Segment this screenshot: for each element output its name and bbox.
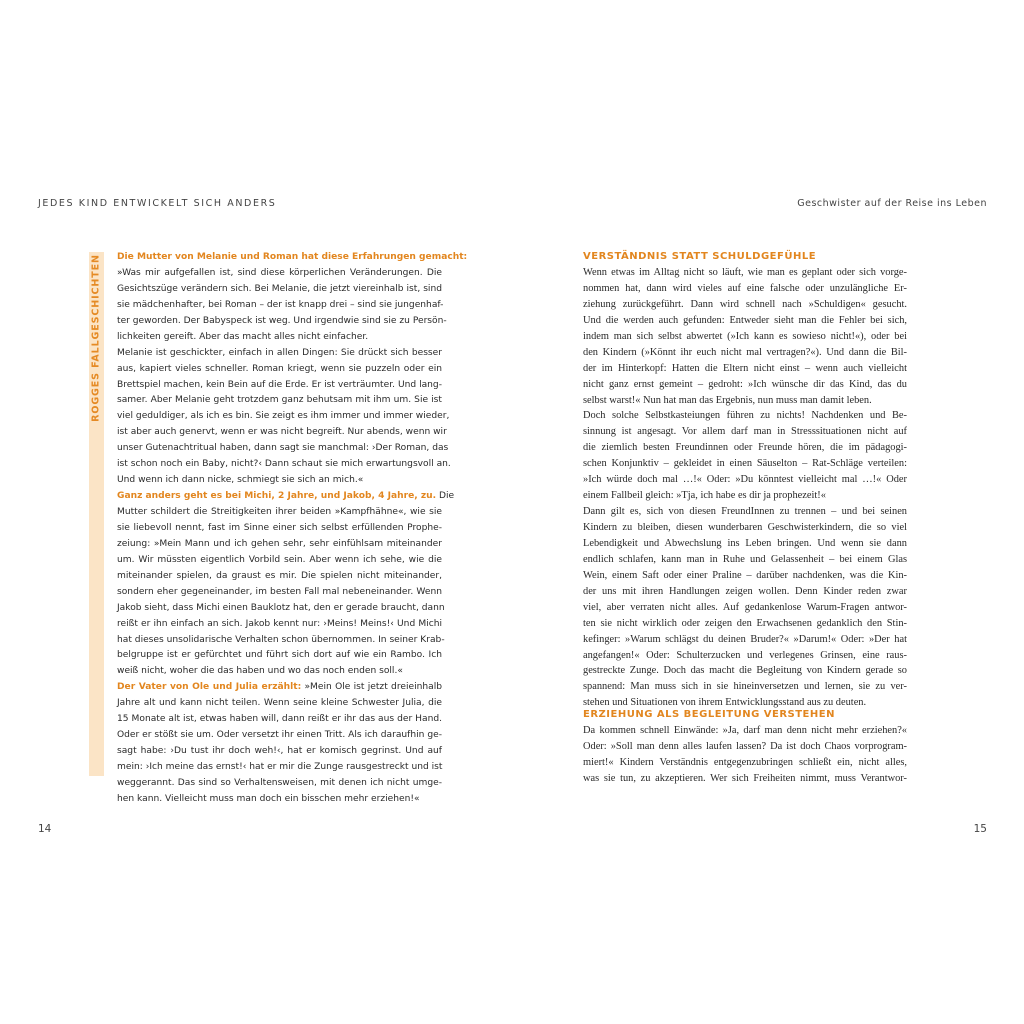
text-line [117,601,445,617]
line-text: viel geduldiger, als ich es bin. Sie zeigt es ihm immer und immer wieder, [117,411,450,422]
text-line [117,473,442,489]
text-line [583,393,907,409]
line-text: Jakob sieht, dass Michi einen Bauklotz hat, den er gerade braucht, dann [117,602,445,613]
case-lead-in: Ganz anders geht es bei Michi, 2 Jahre, und Jakob, 4 Jahre, zu. [117,491,437,502]
section-heading: ERZIEHUNG ALS BEGLEITUNG VERSTEHEN [583,709,835,720]
running-head-right: Geschwister auf der Reise ins Leben [797,198,987,209]
section-heading: VERSTÄNDNIS STATT SCHULDGEFÜHLE [583,251,817,262]
line-text: hat dieses unsolidarische Verhalten schon übernommen. In seiner Krab- [117,634,445,645]
line-text: belgruppe ist er gefürchtet und führt sich dort auf wie ein Rambo. Ich [117,650,442,661]
line-text: stehen und Situationen von ihrem Entwicklungsstand aus zu deuten. [583,697,867,709]
text-line [583,361,907,377]
side-tab-label: ROGGES FALLGESCHICHTEN [90,254,102,422]
text-line [583,632,907,648]
line-text: Dann gilt es, sich von diesen FreundInnen zu trennen – und bei seinen [583,506,907,518]
line-text: Melanie ist geschickter, einfach in allen Dingen: Sie drückt sich besser [117,347,442,358]
line-text: Oder: »Soll man denn alles laufen lassen? Da ist doch Chaos vorprogram- [583,740,907,752]
line-text: viel, aber verraten nicht alles. Auf gedankenlose Warum-Fragen antwor- [583,601,907,613]
line-text: miert!« Kindern Verständnis entgegenzubringen schließt ein, nicht alles, [583,756,907,768]
text-line [583,297,907,313]
text-line [583,648,907,664]
text-line [583,584,907,600]
text-line [583,377,907,393]
text-line [583,504,907,520]
text-line [583,739,907,755]
line-text: angefangen!« Oder: Schulterzucken und verlegenes Grinsen, eine raus- [583,649,907,661]
line-text: weggerannt. Das sind so Verhaltensweisen, mit denen ich nicht umge- [117,777,442,788]
text-line [117,505,442,521]
text-line [117,664,442,680]
line-text: aus, kapiert vieles schneller. Roman kriegt, wenn sie puzzeln oder ein [117,363,442,374]
line-text: 15 Monate alt ist, etwas haben will, dann reißt er ihr das aus der Hand. [117,714,442,725]
line-text: unser Gutenachtritual haben, dann sagt sie manchmal: ›Der Roman, das [117,443,449,454]
line-text: der im Hinterkopf: Hatten die Eltern nicht einst – wenn auch vielleicht [583,362,907,374]
text-line [583,424,907,440]
text-line [117,409,450,425]
section-body [583,723,907,787]
line-text: Und die werden auch gefunden: Entweder sieht man die Fehler bei sich, [583,314,907,326]
line-text: Doch solche Selbstkasteiungen führen zu nichts! Nachdenken und Be- [583,410,907,422]
line-text: Die [436,491,455,502]
text-line [117,346,442,362]
line-text: samer. Aber Melanie geht trotzdem ganz behutsam mit ihm um. Sie ist [117,395,442,406]
text-line [117,250,468,266]
text-line [117,282,442,298]
text-line [117,457,451,473]
text-line [583,536,907,552]
line-text: nicht ganz ernst gemeint – gedroht: »Ich wünsche dir das Kind, das du [583,378,907,390]
text-line [583,679,907,695]
text-line [583,568,907,584]
line-text: die ziemlich besten Freundinnen oder Freunde hören, die im pädagogi- [583,442,907,454]
line-text: Oder er stößt sie um. Oder versetzt ihr einen Tritt. Als ich daraufhin ge- [117,730,442,741]
line-text: ist schon noch ein Baby, nicht?‹ Dann schaut sie mich erwartungsvoll an. [117,459,451,470]
case-lead-in: Der Vater von Ole und Julia erzählt: [117,682,302,693]
line-text: der uns mit ihren Handlungen zeigen wollen. Denn Kinder reden zwar [583,585,907,597]
text-line [117,776,442,792]
text-line [117,633,445,649]
text-line [583,345,907,361]
line-text: sagt habe: ›Du tust ihr doch weh!‹, hat er komisch gegrinst. Und auf [117,746,442,757]
line-text: sie liebevoll nennt, fast im Sinne einer sich selbst erfüllenden Prophe- [117,522,442,533]
right-section-2 [583,708,907,787]
line-text: lichkeiten gereift. Aber das macht alles nicht einfacher. [117,331,369,342]
text-line [117,569,442,585]
line-text: spannend: Man muss sich in sie hineinversetzen und lernen, sie zu ver- [583,681,907,693]
line-text: Gesichtszüge verändern sich. Bei Melanie, die jetzt viereinhalb ist, sind [117,283,442,294]
line-text: miteinander spielen, da graust es mir. Die spielen nicht miteinander, [117,570,442,581]
text-line [583,520,907,536]
line-text: sondern eher gegeneinander, im besten Fall mal nebeneinander. Wenn [117,586,442,597]
text-line [583,723,907,739]
text-line [117,441,449,457]
text-line [583,600,907,616]
text-line [117,266,442,282]
line-text: ten sie nicht wirklich oder zeigen den Erwachsenen gedanklich den Stin- [583,617,907,629]
text-line [117,362,442,378]
text-line [583,329,907,345]
line-text: weiß nicht, woher die das haben und wo das noch enden soll.« [117,666,403,677]
line-text: nommen hat, dann wird vieles auf eine falsche oder unzulängliche Er- [583,282,907,294]
line-text: Brettspiel machen, kein Bein auf die Erde. Er ist verträumter. Und lang- [117,379,442,390]
text-line [583,755,907,771]
text-line [117,298,442,314]
text-line [117,680,442,696]
text-line [583,616,907,632]
line-text: ziehung zurückgeführt. Dann wird schnell nach »Schuldigen« gesucht. [583,298,907,310]
line-text: hen kann. Vielleicht muss man doch ein bisschen mehr erziehen!« [117,793,420,804]
text-line [117,553,442,569]
text-line [583,408,907,424]
line-text: Lebendigkeit und Abwechslung ins Leben bringen. Und wenn sie dann [583,537,907,549]
text-line [117,792,442,808]
line-text: reißt er ihn einfach an sich. Jakob kennt nur: ›Meins! Meins!‹ Und Michi [117,618,442,629]
text-line [583,440,907,456]
text-line [117,489,455,505]
line-text: um. Wir müssten eigentlich Vorbild sein. Aber wenn ich sehe, wie die [117,554,442,565]
text-line [583,663,907,679]
line-text: Da kommen schnell Einwände: »Ja, darf man denn nicht mehr erziehen?« [583,725,907,736]
text-line [117,314,447,330]
text-line [117,330,442,346]
line-text: Wein, einem Saft oder einer Praline – darüber nachdenken, was die Kin- [583,569,907,581]
line-text: Kindern zu bleiben, diesen wunderbaren Geschwisterkindern, die so viel [583,522,907,533]
text-line [117,393,442,409]
line-text: Wenn etwas im Alltag nicht so läuft, wie man es geplant oder sich vorge- [583,267,907,278]
line-text: Jahre alt und kann nicht teilen. Wenn seine kleine Schwester Julia, die [117,698,442,709]
text-line [583,771,907,787]
line-text: endlich schlafen, kann man in Ruhe und Gelassenheit – bei einem Glas [583,553,907,565]
line-text: selbst warst!« Nun hat man das Ergebnis, nun muss man damit leben. [583,394,872,406]
text-line [117,760,442,776]
text-line [117,744,442,760]
line-text: »Was mir aufgefallen ist, sind diese körperlichen Veränderungen. Die [117,267,442,278]
text-line [583,281,907,297]
line-text: Mutter schildert die Streitigkeiten ihrer beiden »Kampfhähne«, wie sie [117,507,442,517]
text-line [117,521,442,537]
text-line [583,313,907,329]
line-text: den Kindern (»Könnt ihr euch nicht mal vertragen?«). Und dann die Bil- [583,346,907,358]
case-lead-in: Die Mutter von Melanie und Roman hat diese Erfahrungen gemacht: [117,252,468,262]
page-number-left: 14 [38,823,52,835]
text-line [117,378,442,394]
text-line [583,472,907,488]
line-text: Und wenn ich dann nicke, schmiegt sie sich an mich.« [117,475,364,486]
left-page-text [117,250,468,808]
page-number-right: 15 [973,823,987,835]
line-text: »Ich würde doch mal …!« Oder: »Du könntest vielleicht mal …!« Oder [583,474,907,486]
line-text: »Mein Ole ist jetzt dreieinhalb [301,682,442,693]
text-line [117,728,442,744]
text-line [583,488,907,504]
line-text: sie mädchenhafter, bei Roman – der ist knapp drei – sind sie jungenhaf- [117,299,444,310]
text-line [117,537,442,553]
line-text: schen Konjunktiv – gekleidet in einen Säuselton – Rat-Schläge verteilen: [583,458,907,470]
text-line [583,265,907,281]
text-line [117,425,447,441]
line-text: mein: ›Ich meine das ernst!‹ hat er mir die Zunge rausgestreckt und ist [117,762,443,772]
line-text: was sie tun, zu akzeptieren. Wer sich Freiheiten nimmt, muss Verantwor- [583,772,907,784]
text-line [117,712,442,728]
line-text: zeiung: »Mein Mann und ich gehen sehr, sehr einfühlsam miteinander [117,538,442,549]
section-body [583,265,907,711]
line-text: ter geworden. Der Babyspeck ist weg. Und irgendwie sind sie zu Persön- [117,315,447,326]
text-line [117,648,442,664]
running-head-left: JEDES KIND ENTWICKELT SICH ANDERS [38,198,277,209]
line-text: ist aber auch genervt, wenn er was nicht begreift. Nur abends, wenn wir [117,427,447,438]
line-text: einem Fallbeil gleich: »Tja, ich habe es dir ja prophezeit!« [583,490,826,502]
text-line [583,456,907,472]
line-text: indem man sich selbst abwertet (»Ich kann es sowieso nicht!«), oder bei [583,330,907,342]
text-line [117,617,442,633]
line-text: kefinger: »Warum schlägst du deinen Bruder?« »Darum!« Oder: »Der hat [583,633,907,645]
right-section-1 [583,250,907,711]
text-line [117,585,442,601]
line-text: sinnung ist angesagt. Vor allem darf man in Stresssituationen nicht auf [583,426,907,438]
line-text: gestreckte Zunge. Doch das macht die Begleitung von Kindern gerade so [583,665,907,677]
text-line [583,552,907,568]
text-line [117,696,442,712]
